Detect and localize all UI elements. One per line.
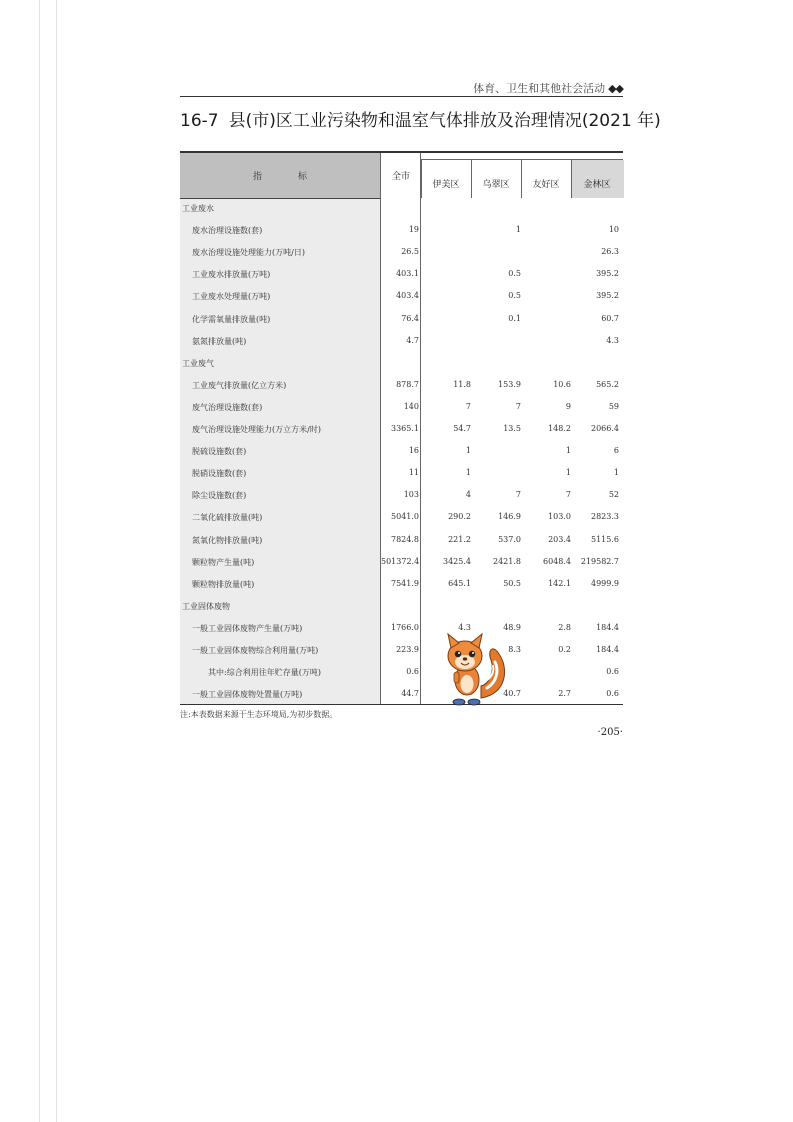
cell-district: 0.5 bbox=[508, 269, 521, 279]
table-number: 16-7 bbox=[180, 111, 219, 131]
cell-district: 0.2 bbox=[558, 645, 571, 654]
table-section-row bbox=[180, 354, 623, 374]
cell-total: 19 bbox=[408, 225, 419, 235]
row-label: 一般工业固体废物综合利用量(万吨) bbox=[192, 646, 319, 655]
cell-district: 4.3 bbox=[458, 622, 471, 632]
cell-total: 44.7 bbox=[401, 689, 419, 699]
cell-district: 2.8 bbox=[558, 622, 571, 632]
cell-district: 4999.9 bbox=[591, 578, 619, 588]
row-label: 除尘设施数(套) bbox=[192, 491, 247, 501]
running-head-text: 体育、卫生和其他社会活动 bbox=[473, 82, 606, 95]
page-number: ·205· bbox=[597, 727, 623, 738]
cell-district: 60.7 bbox=[601, 313, 619, 323]
cell-total: 7824.8 bbox=[391, 534, 419, 544]
cell-district: 1 bbox=[465, 468, 471, 478]
table-row bbox=[180, 221, 623, 241]
table-row bbox=[180, 685, 623, 705]
cell-district: 142.1 bbox=[548, 578, 571, 588]
cell-district: 1 bbox=[565, 446, 571, 456]
table-bottom-rule bbox=[180, 704, 623, 705]
row-label: 废水治理设施数(套) bbox=[192, 226, 263, 236]
row-label: 化学需氧量排放量(吨) bbox=[192, 314, 271, 324]
cell-district: 219582.7 bbox=[580, 556, 619, 566]
margin-line-left bbox=[39, 0, 40, 1122]
row-label: 氨氮排放量(吨) bbox=[192, 336, 247, 346]
cell-district: 565.2 bbox=[596, 379, 619, 389]
table-row bbox=[180, 243, 623, 263]
cell-district: 537.0 bbox=[498, 534, 521, 544]
table-section-row bbox=[180, 597, 623, 617]
cell-total: 878.7 bbox=[396, 379, 419, 389]
cell-district: 395.2 bbox=[596, 269, 619, 279]
table-row bbox=[180, 376, 623, 396]
table-row bbox=[180, 265, 623, 285]
cell-total: 16 bbox=[408, 446, 419, 456]
cell-total: 403.4 bbox=[396, 291, 419, 301]
cell-total: 3365.1 bbox=[391, 424, 419, 433]
cell-total: 223.9 bbox=[396, 645, 419, 654]
table-row bbox=[180, 486, 623, 506]
table-row bbox=[180, 619, 623, 639]
cell-district: 9 bbox=[565, 401, 571, 411]
cell-total: 403.1 bbox=[396, 269, 419, 279]
cell-district: 52 bbox=[608, 490, 619, 500]
header-rule bbox=[180, 96, 623, 97]
row-label: 废气治理设施数(套) bbox=[192, 402, 263, 412]
row-label: 一般工业固体废物产生量(万吨) bbox=[192, 623, 303, 633]
cell-total: 140 bbox=[403, 401, 419, 411]
cell-district: 54.7 bbox=[453, 424, 471, 433]
cell-district: 50.5 bbox=[503, 578, 521, 588]
table-row bbox=[180, 287, 623, 307]
cell-district: 7 bbox=[515, 401, 521, 411]
table-title: 县(市)区工业污染物和温室气体排放及治理情况(2021 年) bbox=[228, 111, 661, 131]
header-indicator: 指 标 bbox=[252, 172, 307, 182]
cell-district: 2421.8 bbox=[493, 556, 521, 566]
cell-district: 8.3 bbox=[508, 645, 521, 654]
cell-total: 1766.0 bbox=[391, 622, 419, 632]
cell-total: 4.7 bbox=[406, 335, 419, 345]
cell-district: 0.6 bbox=[606, 667, 619, 677]
cell-total: 5041.0 bbox=[391, 512, 419, 522]
table-row bbox=[180, 464, 623, 484]
cell-district: 4 bbox=[465, 490, 471, 500]
row-label: 氮氧化物排放量(吨) bbox=[192, 535, 263, 545]
row-label: 脱硝设施数(套) bbox=[192, 469, 247, 479]
table-note: 注:本表数据来源于生态环境局,为初步数据。 bbox=[180, 710, 338, 719]
cell-district: 1 bbox=[515, 225, 521, 235]
cell-district: 0.6 bbox=[606, 689, 619, 699]
cell-district: 148.2 bbox=[548, 424, 571, 433]
running-head bbox=[180, 80, 623, 96]
table-section-row bbox=[180, 199, 623, 219]
cell-district: 2.7 bbox=[558, 689, 571, 699]
data-table bbox=[180, 151, 623, 705]
cell-district: 2066.4 bbox=[591, 424, 619, 433]
cell-district: 184.4 bbox=[596, 622, 619, 632]
cell-district: 13.5 bbox=[503, 424, 521, 433]
row-label: 二氧化硫排放量(吨) bbox=[192, 513, 263, 523]
table-row bbox=[180, 641, 623, 661]
cell-district: 5115.6 bbox=[591, 534, 619, 544]
page-title bbox=[180, 106, 661, 131]
cell-district: 6 bbox=[613, 446, 619, 456]
cell-district: 2823.3 bbox=[591, 512, 619, 522]
table-row bbox=[180, 531, 623, 551]
table-row bbox=[180, 553, 623, 573]
table-row bbox=[180, 332, 623, 352]
section-label: 工业固体废物 bbox=[182, 601, 230, 611]
cell-district: 40.7 bbox=[503, 689, 521, 699]
section-label: 工业废水 bbox=[182, 204, 214, 213]
cell-total: 11 bbox=[408, 468, 419, 478]
table-row bbox=[180, 663, 623, 683]
cell-district: 10.6 bbox=[553, 379, 571, 389]
cell-district: 103.0 bbox=[548, 512, 571, 522]
row-label: 废水治理设施处理能力(万吨/日) bbox=[192, 248, 305, 258]
cell-total: 7541.9 bbox=[391, 578, 419, 588]
diamond-icon: ◆◆ bbox=[608, 82, 623, 95]
row-label: 一般工业固体废物处置量(万吨) bbox=[192, 690, 303, 700]
cell-district: 153.9 bbox=[498, 379, 521, 389]
cell-district: 203.4 bbox=[548, 534, 571, 544]
cell-district: 7 bbox=[515, 490, 521, 500]
cell-district: 6048.4 bbox=[543, 556, 571, 566]
table-row bbox=[180, 420, 623, 440]
cell-district: 4.3 bbox=[606, 335, 619, 345]
cell-district: 26.3 bbox=[601, 247, 619, 257]
cell-district: 0.5 bbox=[508, 291, 521, 301]
table-row bbox=[180, 310, 623, 330]
cell-district: 3425.4 bbox=[443, 556, 471, 566]
row-label: 其中:综合利用往年贮存量(万吨) bbox=[208, 668, 321, 678]
header-district: 金林区 bbox=[583, 180, 611, 190]
cell-district: 1 bbox=[465, 446, 471, 456]
cell-district: 10 bbox=[608, 225, 619, 235]
table-row bbox=[180, 575, 623, 595]
cell-total: 76.4 bbox=[401, 313, 419, 323]
cell-total: 26.5 bbox=[401, 247, 419, 257]
row-label: 工业废水排放量(万吨) bbox=[192, 270, 271, 280]
cell-district: 146.9 bbox=[498, 512, 521, 522]
cell-total: 103 bbox=[403, 490, 419, 500]
cell-total: 0.6 bbox=[406, 667, 419, 677]
row-label: 脱硫设施数(套) bbox=[192, 447, 247, 457]
cell-district: 395.2 bbox=[596, 291, 619, 301]
cell-district: 290.2 bbox=[448, 512, 471, 522]
row-label: 废气治理设施处理能力(万立方米/时) bbox=[192, 425, 321, 434]
cell-district: 645.1 bbox=[448, 578, 471, 588]
header-total: 全市 bbox=[391, 172, 410, 182]
squirrel-mascot-icon bbox=[437, 628, 509, 708]
section-label: 工业废气 bbox=[182, 358, 214, 368]
cell-district: 1 bbox=[613, 468, 619, 478]
cell-district: 1 bbox=[565, 468, 571, 478]
row-label: 工业废水处理量(万吨) bbox=[192, 292, 271, 302]
cell-total: 501372.4 bbox=[381, 556, 420, 566]
header-district: 乌翠区 bbox=[482, 180, 510, 190]
cell-district: 59 bbox=[608, 401, 619, 411]
row-label: 工业废气排放量(亿立方米) bbox=[192, 380, 287, 390]
cell-district: 48.9 bbox=[503, 622, 521, 632]
cell-district: 221.2 bbox=[448, 534, 471, 544]
row-label: 颗粒物产生量(吨) bbox=[192, 557, 255, 567]
table-row bbox=[180, 508, 623, 528]
table-row bbox=[180, 398, 623, 418]
margin-line-inner bbox=[56, 0, 57, 1122]
cell-district: 7 bbox=[565, 490, 571, 500]
header-district: 伊美区 bbox=[432, 180, 460, 190]
cell-district: 11.8 bbox=[453, 379, 471, 389]
cell-district: 0.1 bbox=[508, 313, 521, 323]
row-label: 颗粒物排放量(吨) bbox=[192, 579, 255, 589]
cell-district: 184.4 bbox=[596, 645, 619, 654]
table-row bbox=[180, 442, 623, 462]
cell-district: 7 bbox=[465, 401, 471, 411]
header-district: 友好区 bbox=[532, 180, 560, 190]
